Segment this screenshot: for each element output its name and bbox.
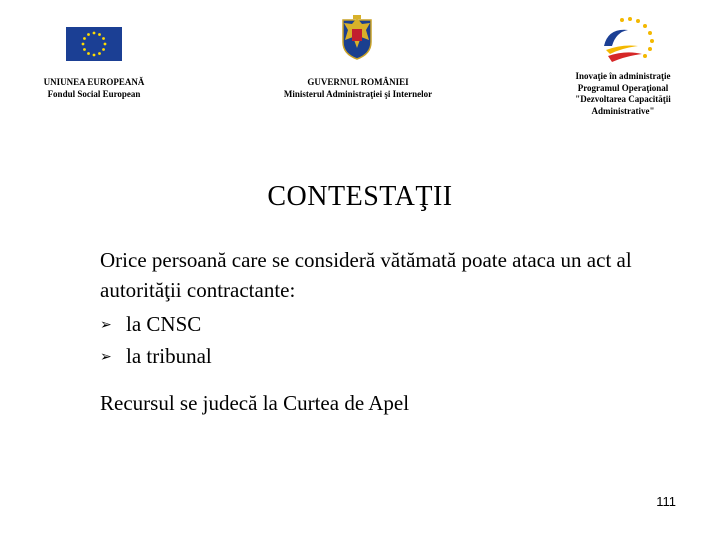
- bullet-text: la tribunal: [126, 344, 212, 368]
- coat-center-shield: [352, 29, 362, 41]
- inovatie-program-logo: [598, 16, 660, 68]
- bullet-item: [100, 309, 201, 340]
- government-caption-line2: Ministerul Administraţiei şi Internelor: [283, 89, 433, 99]
- flag-star: [87, 52, 90, 55]
- flag-star: [102, 48, 105, 51]
- government-caption-line1: GUVERNUL ROMÂNIEI: [307, 77, 409, 87]
- logo-blue-swoosh: [604, 30, 628, 46]
- flag-star: [104, 43, 107, 46]
- intro-text: Orice persoană care se consideră vătămată poate ataca un act al autorităţii contractante:: [100, 248, 632, 302]
- logo-red-swoosh: [608, 52, 642, 62]
- flag-star: [83, 48, 86, 51]
- slide-title: CONTESTAŢII: [267, 181, 453, 212]
- flag-star: [98, 33, 101, 36]
- eu-flag-logo: [66, 27, 122, 61]
- flag-star: [87, 33, 90, 36]
- program-caption-line3: "Dezvoltarea Capacităţii: [575, 94, 671, 104]
- program-caption-line2: Programul Operaţional: [577, 82, 669, 93]
- program-caption: [560, 71, 686, 117]
- logo-stars: [620, 17, 654, 58]
- government-caption: [258, 76, 458, 100]
- eu-caption-line1: UNIUNEA EUROPEANĂ: [43, 77, 145, 87]
- flag-star: [93, 32, 96, 35]
- flag-star: [102, 37, 105, 40]
- flag-star: [93, 54, 96, 57]
- arrow-bullet-icon: ➢: [100, 349, 112, 365]
- flag-star: [82, 43, 85, 46]
- program-caption-line4: Administrative": [591, 105, 655, 116]
- romania-coat-of-arms: [340, 14, 374, 60]
- flag-star: [98, 52, 101, 55]
- page-number: 111: [656, 494, 676, 509]
- program-caption-line1: Inovaţie în administraţie: [575, 71, 671, 81]
- coat-crown: [353, 15, 361, 19]
- flag-star: [83, 37, 86, 40]
- bullet-item: [100, 341, 212, 372]
- arrow-bullet-icon: ➢: [100, 317, 112, 333]
- bullet-text: la CNSC: [126, 312, 202, 336]
- appeal-text: Recursul se judecă la Curtea de Apel: [100, 391, 410, 415]
- eu-caption-line2: Fondul Social European: [47, 89, 141, 99]
- eu-caption: [24, 76, 164, 100]
